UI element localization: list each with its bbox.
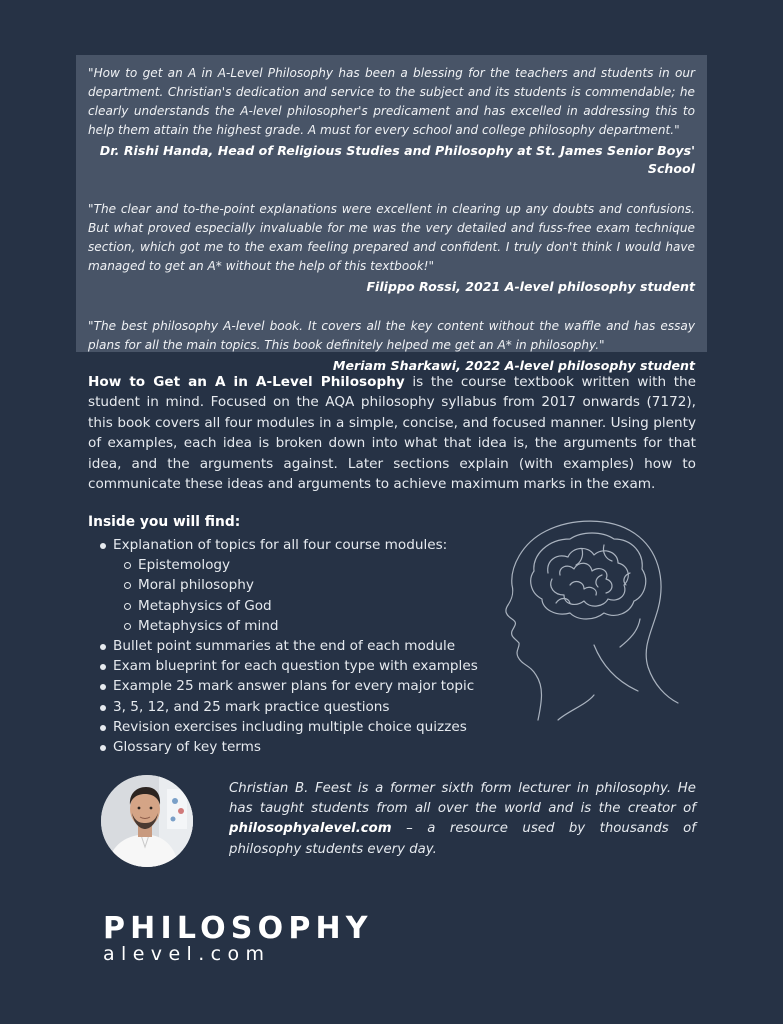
- contents-list: [100, 535, 478, 757]
- author-bio: [229, 779, 696, 860]
- intro-paragraph: [88, 372, 696, 494]
- sub-list-item: Epistemology: [100, 555, 478, 575]
- quote-2-text: "The clear and to-the-point explanations were excellent in clearing up any doubts and confusions. But what proved especially invaluable for me was the very detailed and fuss-free exam technique section, which got me to the exam feeling prepared and confident. I truly don't think I would have managed to get an A* without the help of this textbook!": [88, 202, 695, 273]
- sub-list-item: Metaphysics of mind: [100, 616, 478, 636]
- quote-3-text: "The best philosophy A-level book. It covers all the key content without the waffle and has essay plans for all the main topics. This book definitely helped me get an A* in philosophy.": [88, 319, 695, 352]
- quote-2-author: Filippo Rossi, 2021 A-level philosophy student: [366, 279, 695, 294]
- sub-list-item: Moral philosophy: [100, 575, 478, 595]
- testimonials-box: [76, 55, 707, 373]
- list-item: Explanation of topics for all four course modules:: [100, 535, 478, 555]
- logo-wordmark: PHILOSOPHY: [103, 911, 373, 946]
- website-link[interactable]: philosophyalevel.com: [229, 821, 392, 837]
- quote-1-text: "How to get an A in A-Level Philosophy has been a blessing for the teachers and students in our department. Christian's dedication and service to the subject and its students is commendable; he clearly understands the A-level philosopher's predicament and has excelled in addressing this to help them attain the highest grade. A must for every school and college philosophy department.": [88, 66, 695, 137]
- book-title: How to Get an A in A-Level Philosophy: [88, 374, 405, 390]
- list-item: Exam blueprint for each question type with examples: [100, 656, 478, 676]
- head-brain-line-art: [498, 515, 683, 730]
- list-item: Revision exercises including multiple choice quizzes: [100, 717, 478, 737]
- bio-text-1: Christian B. Feest is a former sixth form lecturer in philosophy. He has taught students from all over the world and is the creator of: [229, 781, 696, 817]
- list-item: Example 25 mark answer plans for every major topic: [100, 676, 478, 696]
- sub-list-item: Metaphysics of God: [100, 596, 478, 616]
- intro-body: is the course textbook written with the student in mind. Focused on the AQA philosophy syllabus from 2017 onwards (7172), this book covers all four modules in a simple, concise, and focused manner. Using plenty of examples, each idea is broken down into what that idea is, the arguments for that idea, and the arguments against. Later sections explain (with examples) how to communicate these ideas and arguments to achieve maximum marks in the exam.: [88, 374, 697, 493]
- quote-3-author: Meriam Sharkawi, 2022 A-level philosophy student: [332, 358, 695, 373]
- logo-domain: alevel.com: [103, 943, 271, 965]
- list-item: Bullet point summaries at the end of each module: [100, 636, 478, 656]
- inside-title: Inside you will find:: [88, 514, 241, 530]
- author-photo: [101, 775, 193, 867]
- bio-text-2: – a resource used by thousands of philosophy students every day.: [229, 821, 696, 857]
- quote-1-author: Dr. Rishi Handa, Head of Religious Studies and Philosophy at St. James Senior Boys' School: [99, 143, 695, 176]
- author-portrait-image: [101, 775, 193, 867]
- list-item: 3, 5, 12, and 25 mark practice questions: [100, 697, 478, 717]
- list-item: Glossary of key terms: [100, 737, 478, 757]
